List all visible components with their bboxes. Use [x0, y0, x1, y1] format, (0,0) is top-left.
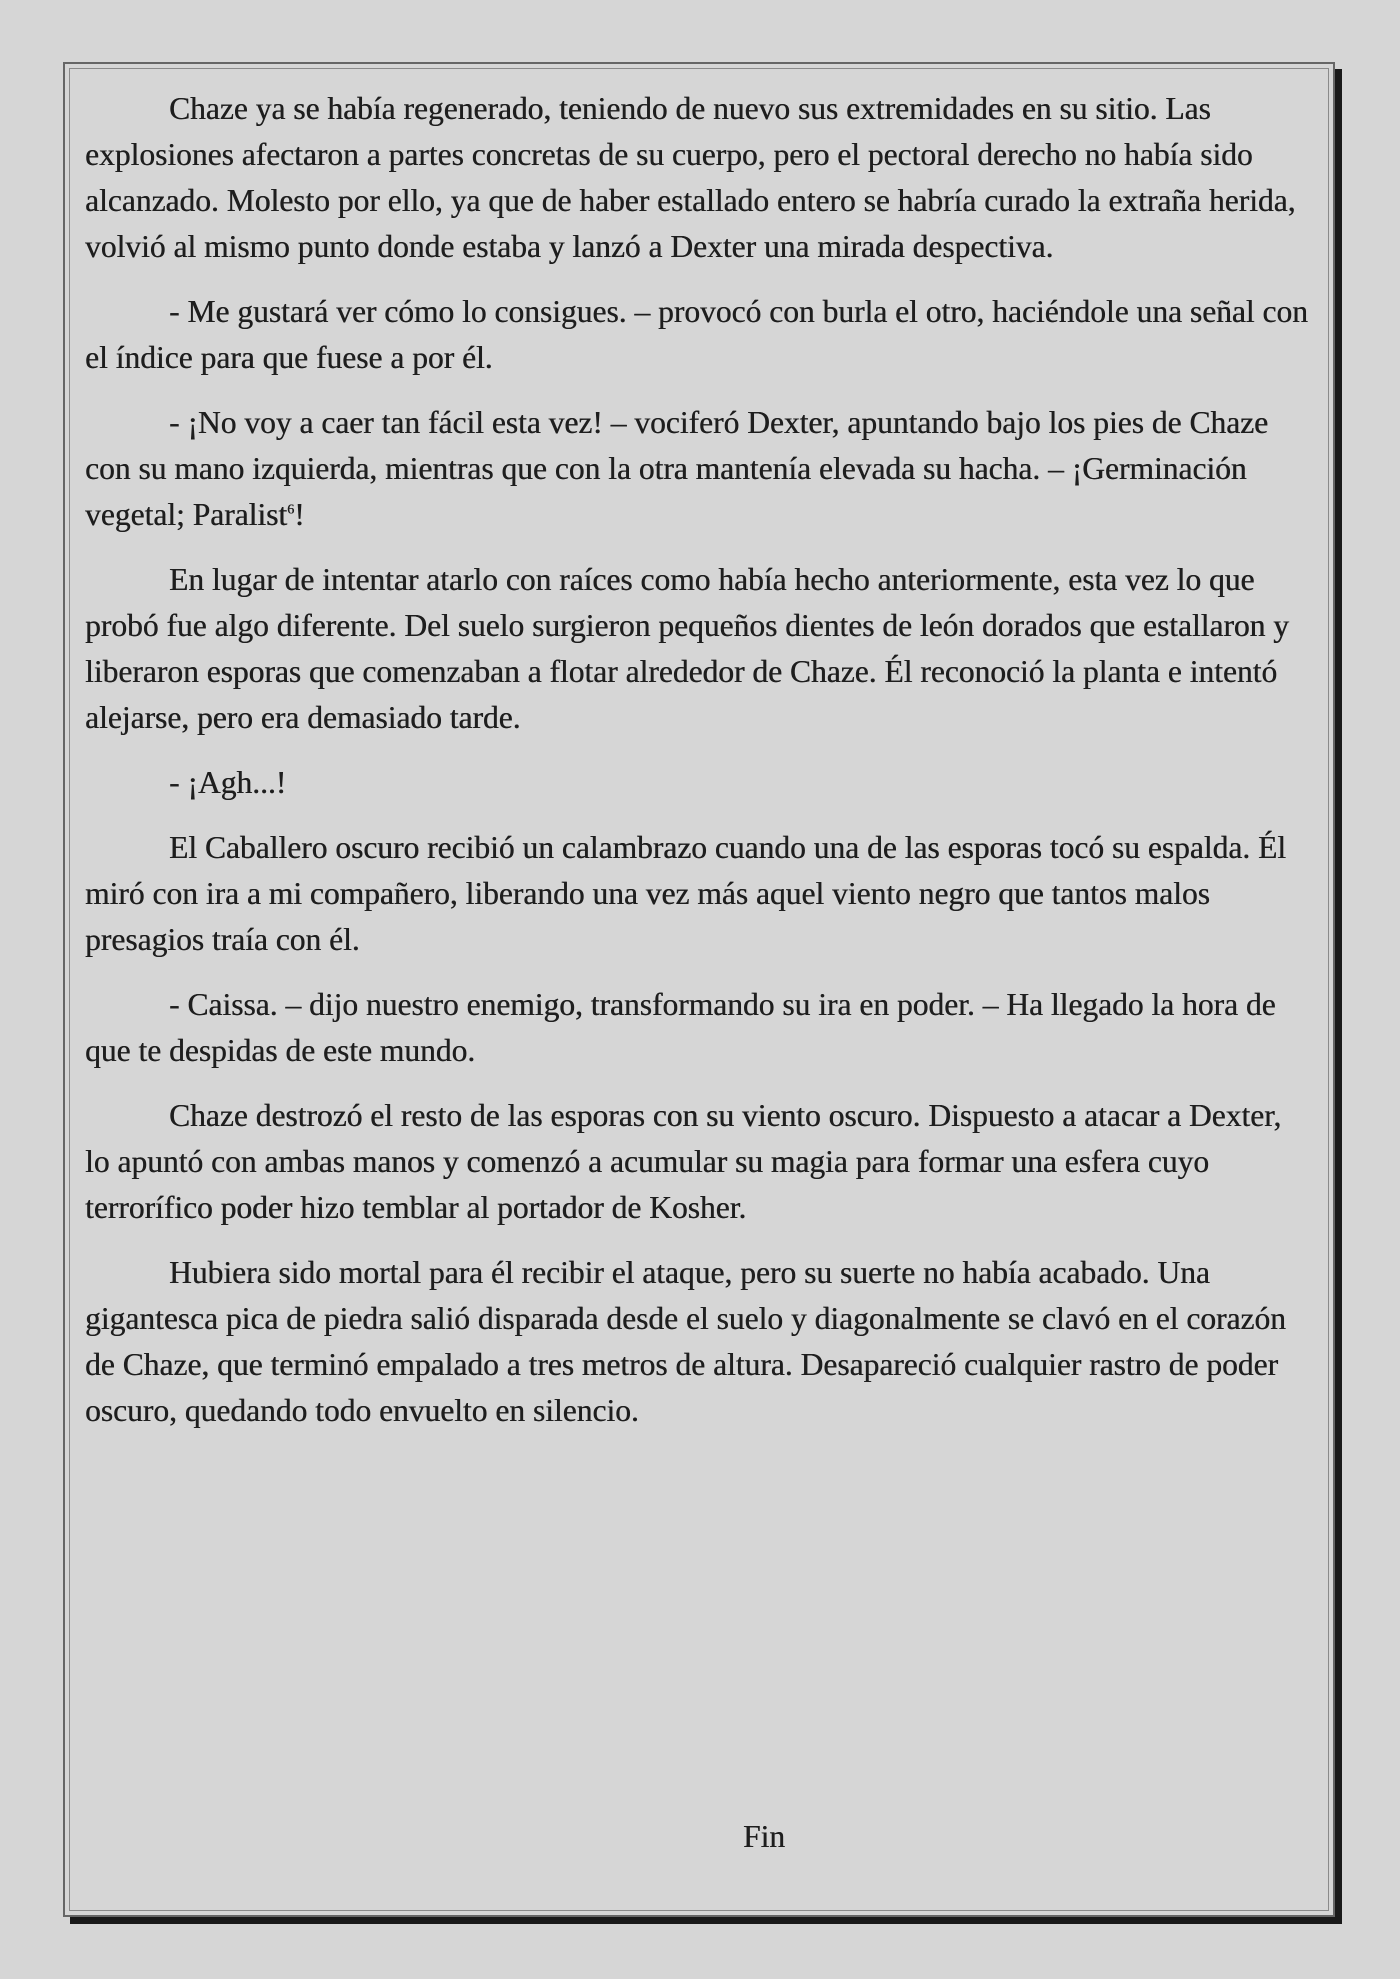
paragraph-3-end: !: [294, 497, 305, 532]
paragraph-8: Chaze destrozó el resto de las esporas con su viento oscuro. Dispuesto a atacar a Dexter, lo apuntó con ambas manos y comenzó a acumular su magia para formar una esfera cuyo terrorífico poder hizo temblar al portador de Kosher.: [85, 1098, 1282, 1225]
paragraph-4: En lugar de intentar atarlo con raíces como había hecho anteriormente, esta vez lo que probó fue algo diferente. Del suelo surgieron pequeños dientes de león dorados que estallaron y liberaron esporas que comenzaban a flotar alrededor de Chaze. Él reconoció la planta e intentó alejarse, pero era demasiado tarde.: [85, 562, 1289, 735]
paragraph-7: - Caissa. – dijo nuestro enemigo, transformando su ira en poder. – Ha llegado la hora de que te despidas de este mundo.: [85, 987, 1276, 1068]
paragraph-1: Chaze ya se había regenerado, teniendo de nuevo sus extremidades en su sitio. Las explosiones afectaron a partes concretas de su cuerpo, pero el pectoral derecho no había sido alcanzado. Molesto por ello, ya que de haber estallado entero se habría curado la extraña herida, volvió al mismo punto donde estaba y lanzó a Dexter una mirada despectiva.: [85, 91, 1296, 264]
paragraph-5: - ¡Agh...!: [169, 765, 287, 800]
story-text: [85, 86, 1313, 1453]
paragraph-6: El Caballero oscuro recibió un calambrazo cuando una de las esporas tocó su espalda. Él miró con ira a mi compañero, liberando una vez más aquel viento negro que tantos malos presagios traía con él.: [85, 830, 1286, 957]
paragraph-3: [85, 400, 1313, 538]
paragraph-2: - Me gustará ver cómo lo consigues. – provocó con burla el otro, haciéndole una señal con el índice para que fuese a por él.: [85, 294, 1308, 375]
ending-label: Fin: [742, 1819, 786, 1854]
paragraph-3-text: - ¡No voy a caer tan fácil esta vez! – vociferó Dexter, apuntando bajo los pies de Chaze con su mano izquierda, mientras que con la otra mantenía elevada su hacha. – ¡Germinación vegetal; Paralist: [85, 405, 1269, 532]
book-page: [63, 62, 1335, 1917]
footnote-marker[interactable]: 6: [287, 502, 295, 518]
paragraph-9: Hubiera sido mortal para él recibir el ataque, pero su suerte no había acabado. Una gigantesca pica de piedra salió disparada desde el suelo y diagonalmente se clavó en el corazón de Chaze, que terminó empalado a tres metros de altura. Desapareció cualquier rastro de poder oscuro, quedando todo envuelto en silencio.: [85, 1255, 1286, 1428]
